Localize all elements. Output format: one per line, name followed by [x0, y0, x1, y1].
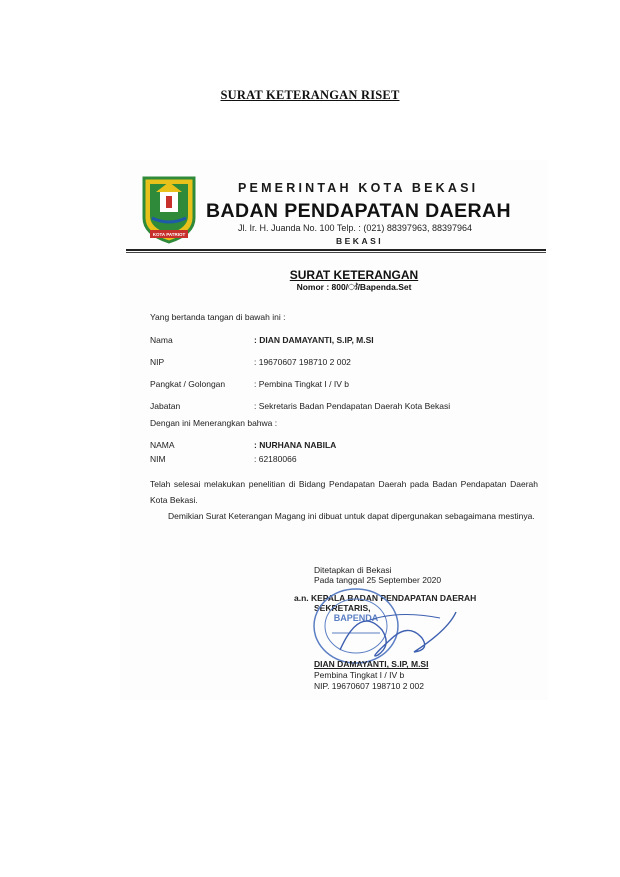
signer-nip: NIP. 19670607 198710 2 002 [314, 681, 424, 691]
signer-on-behalf: a.n. KEPALA BADAN PENDAPATAN DAERAH [294, 593, 477, 603]
signer-name: DIAN DAMAYANTI, S.IP, M.SI [314, 659, 429, 669]
document-number: Nomor : 800/ා්/Bapenda.Set [296, 282, 412, 292]
stamp-text: BAPENDA [333, 613, 379, 623]
signer-nip-label: NIP [150, 357, 165, 367]
signer-position: SEKRETARIS, [314, 603, 371, 613]
intro-text: Yang bertanda tangan di bawah ini : [150, 312, 286, 322]
issued-date: Pada tanggal 25 September 2020 [314, 575, 442, 585]
signer-name-label: Nama [150, 335, 173, 345]
signer-rank-value: : Pembina Tingkat I / IV b [254, 379, 349, 389]
subject-name-value: : NURHANA NABILA [254, 440, 337, 450]
signer-name-value: : DIAN DAMAYANTI, S.IP, M.SI [254, 335, 374, 345]
letterhead-rule-thick [126, 249, 546, 251]
letterhead-address: Jl. Ir. H. Juanda No. 100 Telp. : (021) 88397963, 88397964 [238, 223, 472, 233]
signer-nip-value: : 19670607 198710 2 002 [254, 357, 351, 367]
letterhead-city: BEKASI [336, 236, 384, 246]
subject-name-label: NAMA [150, 440, 175, 450]
letterhead-rule-thin [126, 252, 546, 253]
signer-rank-label: Pangkat / Golongan [150, 379, 226, 389]
issued-place: Ditetapkan di Bekasi [314, 565, 392, 575]
signer-rank: Pembina Tingkat I / IV b [314, 670, 405, 680]
letterhead-government: PEMERINTAH KOTA BEKASI [238, 181, 479, 195]
scanned-letter [120, 160, 548, 700]
subject-nim-label: NIM [150, 454, 166, 464]
signer-position-value: : Sekretaris Badan Pendapatan Daerah Kota Bekasi [254, 401, 451, 411]
signer-position-label: Jabatan [150, 401, 181, 411]
logo-text: KOTA PATRIOT [152, 232, 186, 237]
page-title: SURAT KETERANGAN RISET [220, 88, 400, 102]
body-paragraph-2: Demikian Surat Keterangan Magang ini dibuat untuk dapat dipergunakan sebagaimana mestinya. [168, 511, 535, 521]
body-paragraph-1: Telah selesai melakukan penelitian di Bidang Pendapatan Daerah pada Badan Pendapatan Daerah Kota Bekasi. [150, 479, 538, 505]
subject-nim-value: : 62180066 [254, 454, 297, 464]
declare-text: Dengan ini Menerangkan bahwa : [150, 418, 278, 428]
document-title: SURAT KETERANGAN [289, 268, 419, 282]
bekasi-city-logo [140, 174, 198, 244]
letterhead-agency: BADAN PENDAPATAN DAERAH [206, 200, 511, 222]
